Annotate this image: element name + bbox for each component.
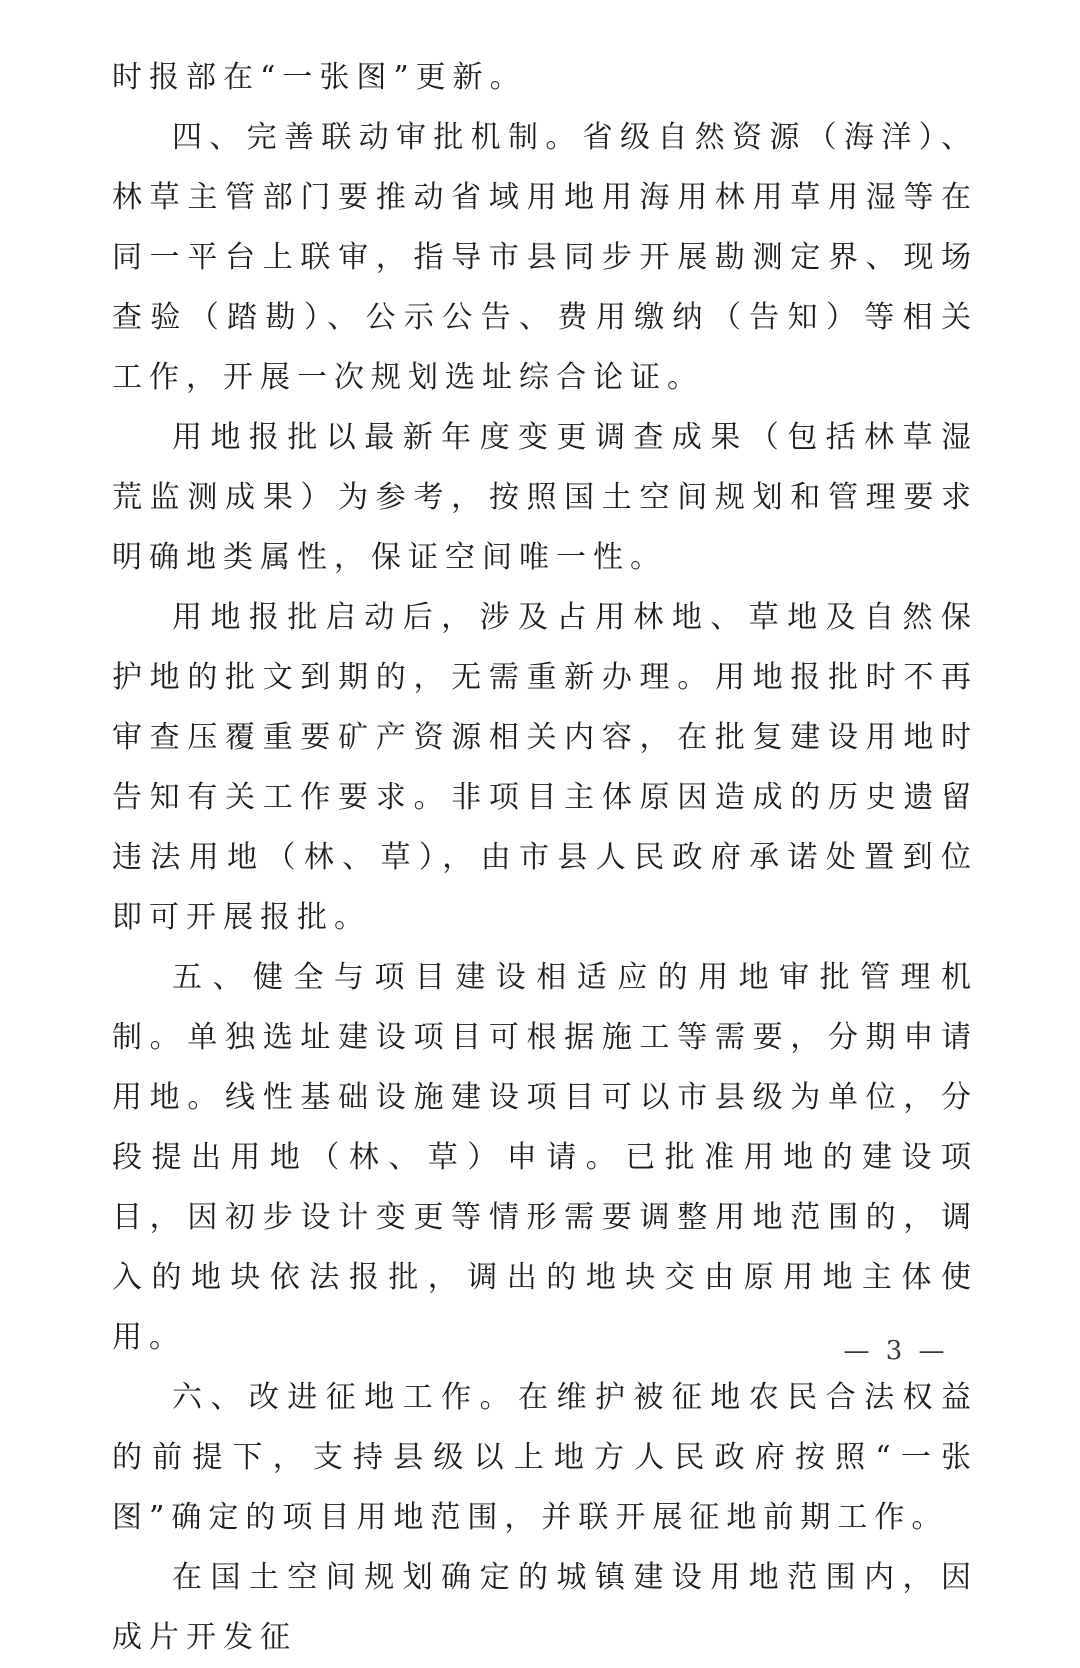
paragraph-land-survey: 用地报批以最新年度变更调查成果（包括林草湿荒监测成果）为参考，按照国土空间规划和管理要求明确地类属性，保证空间唯一性。 [112,420,978,575]
paragraph-continuation: 时报部在“一张图”更新。 [112,60,527,95]
paragraph-section-five: 五、健全与项目建设相适应的用地审批管理机制。单独选址建设项目可根据施工等需要，分期申请用地。线性基础设施建设项目可以市县级为单位，分段提出用地（林、草）申请。已批准用地的建设项目，因初步设计变更等情形需要调整用地范围的，调入的地块依法报批，调出的地块交由原用地主体使用。 [112,960,978,1355]
document-body [112,48,978,1668]
page-number: — 3 — [843,1336,949,1366]
paragraph-section-six: 六、改进征地工作。在维护被征地农民合法权益的前提下，支持县级以上地方人民政府按照“一张图”确定的项目用地范围，并联开展征地前期工作。 [112,1380,978,1535]
paragraph-urban-land: 在国土空间规划确定的城镇建设用地范围内，因成片开发征 [112,1560,978,1655]
paragraph-section-four: 四、完善联动审批机制。省级自然资源（海洋）、林草主管部门要推动省域用地用海用林用草用湿等在同一平台上联审，指导市县同步开展勘测定界、现场查验（踏勘）、公示公告、费用缴纳（告知）等相关工作，开展一次规划选址综合论证。 [112,120,978,395]
paragraph-approval-start: 用地报批启动后，涉及占用林地、草地及自然保护地的批文到期的，无需重新办理。用地报批时不再审查压覆重要矿产资源相关内容，在批复建设用地时告知有关工作要求。非项目主体原因造成的历史遗留违法用地（林、草），由市县人民政府承诺处置到位即可开展报批。 [112,600,978,935]
